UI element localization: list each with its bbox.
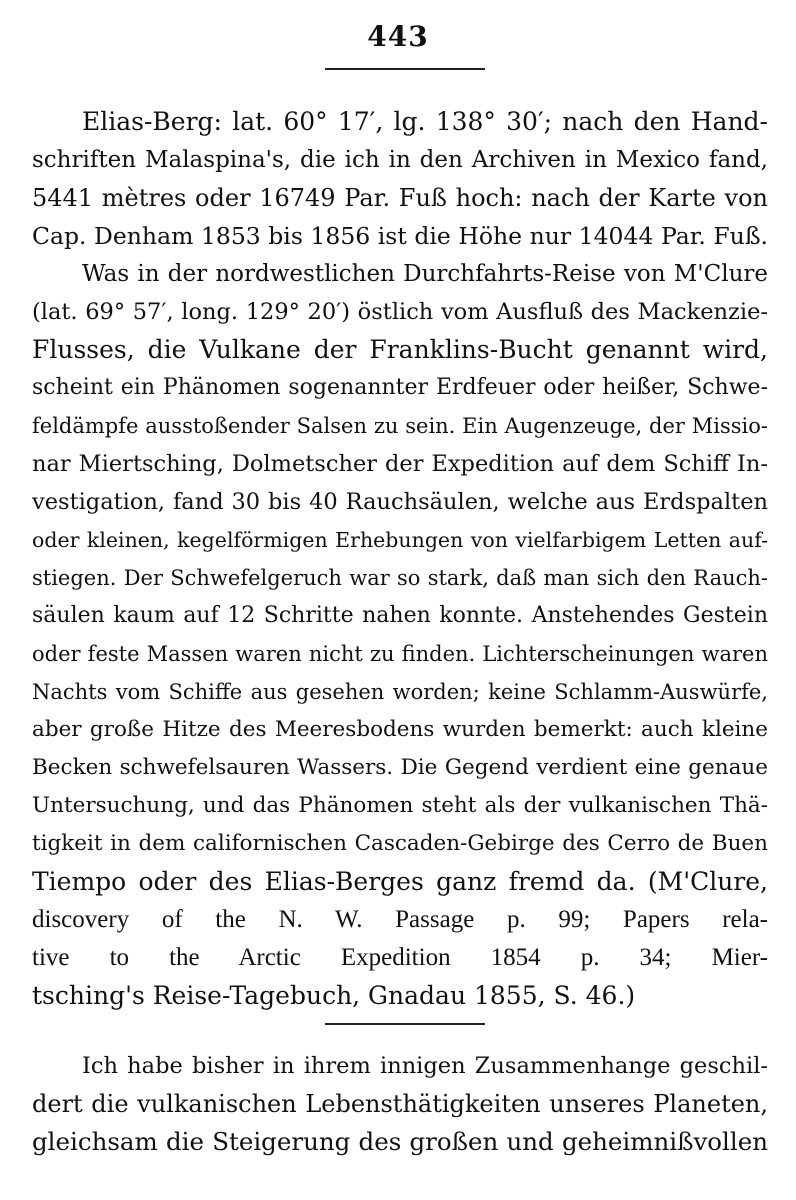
text-line: aber große Hitze des Meeresbodens wurden bemerkt: auch kleine xyxy=(32,717,768,742)
header-rule xyxy=(325,68,485,70)
text-line: Flusses, die Vulkane der Franklins-Bucht genannt wird, xyxy=(32,335,768,364)
text-line: (lat. 69° 57′, long. 129° 20′) östlich vom Ausfluß des Mackenzie- xyxy=(32,299,768,325)
text-line: dert die vulkanischen Lebensthätigkeiten unseres Planeten, xyxy=(32,1090,768,1118)
text-line: oder kleinen, kegelförmigen Erhebungen von vielfarbigem Letten auf- xyxy=(32,528,768,552)
text-line: Ich habe bisher in ihrem innigen Zusammenhange geschil- xyxy=(82,1053,768,1079)
text-line: Tiempo oder des Elias-Berges ganz fremd da. (M'Clure, xyxy=(32,867,768,896)
text-line: 5441 mètres oder 16749 Par. Fuß hoch: nach der Karte von xyxy=(32,184,768,212)
section-rule xyxy=(325,1023,485,1025)
text-line: Was in der nordwestlichen Durchfahrts-Reise von M'Clure xyxy=(82,261,768,287)
text-line: gleichsam die Steigerung des großen und geheimnißvollen xyxy=(32,1127,768,1156)
text-line: Cap. Denham 1853 bis 1856 ist die Höhe nur 14044 Par. Fuß. xyxy=(32,222,768,250)
text-line: vestigation, fand 30 bis 40 Rauchsäulen, welche aus Erdspalten xyxy=(32,489,768,515)
text-line: nar Miertsching, Dolmetscher der Expedition auf dem Schiff In- xyxy=(32,451,768,477)
text-line: oder feste Massen waren nicht zu finden. Lichterscheinungen waren xyxy=(32,642,768,666)
text-line: schriften Malaspina's, die ich in den Archiven in Mexico fand, xyxy=(32,147,768,173)
text-line: Becken schwefelsauren Wassers. Die Gegend verdient eine genaue xyxy=(32,755,768,780)
text-line: scheint ein Phänomen sogenannter Erdfeuer oder heißer, Schwe- xyxy=(32,375,768,400)
text-line: discovery of the N. W. Passage p. 99; Papers rela- xyxy=(32,906,768,933)
text-line: stiegen. Der Schwefelgeruch war so stark, daß man sich den Rauch- xyxy=(32,566,768,590)
text-line: tsching's Reise-Tagebuch, Gnadau 1855, S. 46.) xyxy=(32,981,636,1010)
text-line: Elias-Berg: lat. 60° 17′, lg. 138° 30′; nach den Hand- xyxy=(82,107,768,136)
text-line: säulen kaum auf 12 Schritte nahen konnte. Anstehendes Gestein xyxy=(32,603,768,628)
text-line: tive to the Arctic Expedition 1854 p. 34; Mier- xyxy=(32,944,768,971)
text-line: Nachts vom Schiffe aus gesehen worden; keine Schlamm-Auswürfe, xyxy=(32,680,768,704)
text-line: feldämpfe ausstoßender Salsen zu sein. Ein Augenzeuge, der Missio- xyxy=(32,414,768,438)
text-line: Untersuchung, und das Phänomen steht als der vulkanischen Thä- xyxy=(32,793,768,818)
text-line: tigkeit in dem californischen Cascaden-Gebirge des Cerro de Buen xyxy=(32,831,768,856)
page-number: 443 xyxy=(367,20,429,53)
